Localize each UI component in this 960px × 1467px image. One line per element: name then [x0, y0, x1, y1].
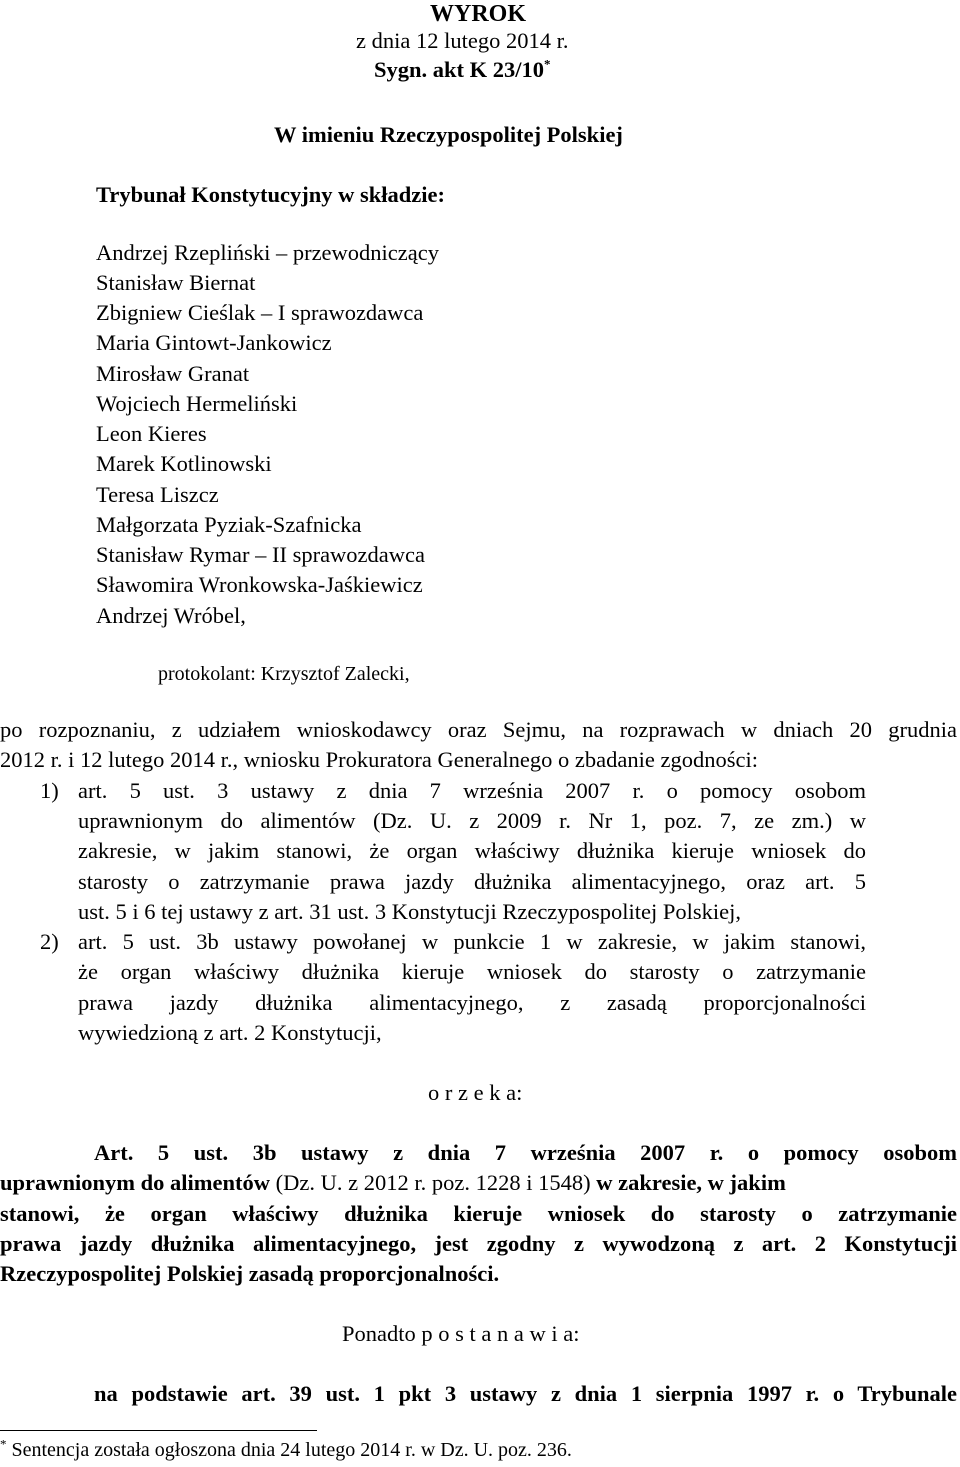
panel-member: Małgorzata Pyziak-Szafnicka [96, 512, 362, 537]
footnote-text: Sentencja została ogłoszona dnia 24 lutego 2014 r. w Dz. U. poz. 236. [6, 1439, 572, 1461]
footnote-mark: * [0, 1436, 7, 1452]
panel-member: Stanisław Rymar – II sprawozdawca [96, 542, 425, 567]
footnote-reference: * [544, 56, 551, 72]
item-line: art. 5 ust. 3 ustawy z dnia 7 września 2007 r. o pomocy osobom [78, 778, 866, 803]
preamble-line: 2012 r. i 12 lutego 2014 r., wniosku Prokuratora Generalnego o zbadanie zgodności: [0, 747, 758, 772]
ruling-heading: o r z e k a: [428, 1080, 523, 1105]
resolves-line: na podstawie art. 39 ust. 1 pkt 3 ustawy z dnia 1 sierpnia 1997 r. o Trybunale [94, 1381, 957, 1406]
item-line: wywiedzioną z art. 2 Konstytucji, [78, 1020, 382, 1045]
panel-member: Maria Gintowt-Jankowicz [96, 330, 332, 355]
panel-member: Sławomira Wronkowska-Jaśkiewicz [96, 572, 423, 597]
panel-member: Mirosław Granat [96, 361, 250, 386]
item-line: ust. 5 i 6 tej ustawy z art. 31 ust. 3 Konstytucji Rzeczypospolitej Polskiej, [78, 899, 742, 924]
panel-heading: Trybunał Konstytucyjny w składzie: [96, 182, 446, 207]
item-line: uprawnionym do alimentów (Dz. U. z 2009 r. Nr 1, poz. 7, ze zm.) w [78, 808, 866, 833]
panel-member: Teresa Liszcz [96, 482, 219, 507]
preamble-line: po rozpoznaniu, z udziałem wnioskodawcy oraz Sejmu, na rozprawach w dniach 20 grudnia [0, 717, 957, 742]
footnote-rule [0, 1430, 317, 1431]
judgment-date: z dnia 12 lutego 2014 r. [356, 28, 569, 53]
ruling-line: prawa jazdy dłużnika alimentacyjnego, jest zgodny z wywodzoną z art. 2 Konstytucji [0, 1231, 957, 1256]
ruling-text-bold: uprawnionym do alimentów [0, 1170, 271, 1195]
item-line: że organ właściwy dłużnika kieruje wniosek do starosty o zatrzymanie [78, 959, 866, 984]
panel-member: Andrzej Wróbel, [96, 603, 246, 628]
ruling-line [0, 1172, 960, 1195]
document-title: WYROK [430, 1, 526, 27]
ruling-text-regular: (Dz. U. z 2012 r. poz. 1228 i 1548) [270, 1170, 597, 1195]
panel-member: Wojciech Hermeliński [96, 391, 298, 416]
panel-member: Marek Kotlinowski [96, 451, 272, 476]
ruling-line: Art. 5 ust. 3b ustawy z dnia 7 września 2007 r. o pomocy osobom [94, 1140, 957, 1165]
ruling-line: Rzeczypospolitej Polskiej zasadą proporcjonalności. [0, 1261, 500, 1286]
item-line: zakresie, w jakim stanowi, że organ właściwy dłużnika kieruje wniosek do [78, 838, 866, 863]
panel-member: Zbigniew Cieślak – I sprawozdawca [96, 300, 424, 325]
item-line: art. 5 ust. 3b ustawy powołanej w punkcie 1 w zakresie, w jakim stanowi, [78, 929, 866, 954]
docket-number [374, 56, 551, 82]
ruling-line: stanowi, że organ właściwy dłużnika kieruje wniosek do starosty o zatrzymanie [0, 1201, 957, 1226]
item-number: 1) [40, 778, 59, 803]
item-line: prawa jazdy dłużnika alimentacyjnego, z zasadą proporcjonalności [78, 990, 866, 1015]
docket-text: Sygn. akt K 23/10 [374, 57, 545, 82]
clerk-line: protokolant: Krzysztof Zalecki, [158, 663, 410, 685]
invocation: W imieniu Rzeczypospolitej Polskiej [274, 122, 623, 147]
resolves-heading: Ponadto p o s t a n a w i a: [342, 1321, 580, 1346]
footnote [0, 1436, 572, 1461]
item-number: 2) [40, 929, 59, 954]
panel-member: Leon Kieres [96, 421, 207, 446]
ruling-text-bold: w zakresie, w jakim [596, 1170, 786, 1195]
panel-member: Stanisław Biernat [96, 270, 256, 295]
panel-member: Andrzej Rzepliński – przewodniczący [96, 240, 439, 265]
item-line: starosty o zatrzymanie prawa jazdy dłużnika alimentacyjnego, oraz art. 5 [78, 869, 866, 894]
